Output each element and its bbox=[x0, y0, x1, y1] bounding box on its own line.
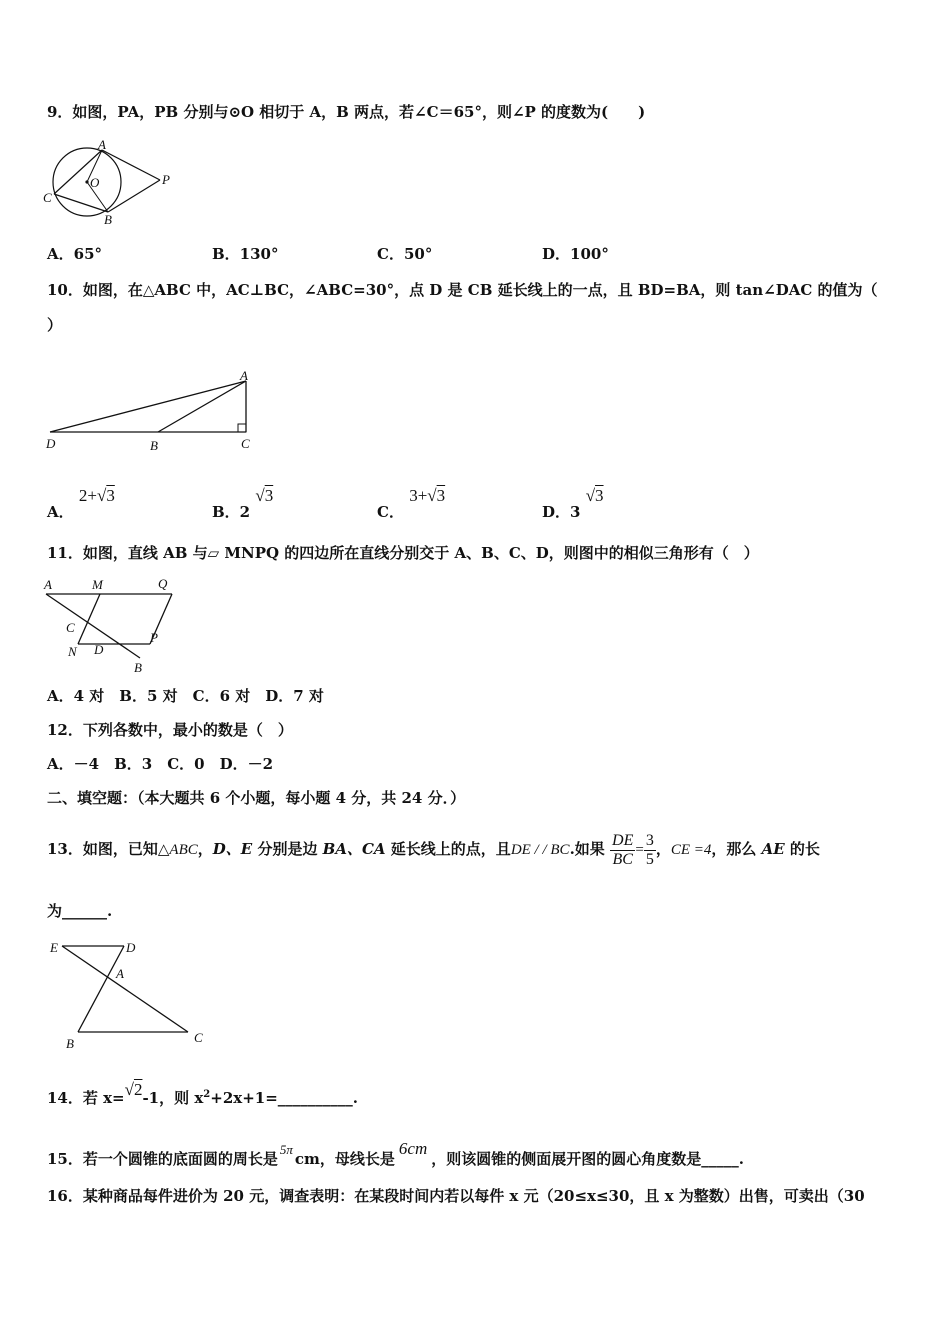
q13-de: D、E bbox=[212, 840, 253, 858]
q9-label-p: P bbox=[162, 172, 170, 187]
q10-option-a: A． 2+√3 bbox=[47, 486, 115, 521]
q13-answer-line: 为______. bbox=[47, 902, 113, 920]
q14-sup: 2 bbox=[203, 1089, 211, 1100]
q15-text bbox=[47, 1139, 744, 1169]
q13-mid3: 延长线上的点，且 bbox=[385, 840, 511, 858]
q13-parallel: DE / / BC bbox=[510, 842, 570, 858]
q9-label-c: C bbox=[43, 190, 52, 205]
q10-option-b-letter: B．2 bbox=[212, 503, 251, 521]
q13-label-e: E bbox=[50, 940, 58, 955]
q13-frac2-den: 5 bbox=[645, 850, 654, 868]
q11-label-d: D bbox=[94, 642, 104, 657]
q10-label-b: B bbox=[150, 438, 158, 453]
q10-figure bbox=[40, 366, 260, 456]
q13-mid5: ， bbox=[655, 840, 671, 858]
q9-label-b: B bbox=[104, 212, 112, 225]
q11-label-b: B bbox=[134, 660, 142, 674]
q10-text: 10．如图，在△ABC 中，AC⊥BC，∠ABC=30°，点 D 是 CB 延长线上的一点，且 BD=BA，则 tan∠DAC 的值为（ bbox=[47, 281, 878, 299]
q15-suffix: ，则该圆锥的侧面展开图的圆心角度数是_____. bbox=[431, 1150, 744, 1168]
q14-rad: 2 bbox=[133, 1080, 143, 1099]
q13-frac2-num: 3 bbox=[645, 831, 654, 849]
q13-text bbox=[47, 814, 820, 884]
q15-mid1: cm，母线长是 bbox=[294, 1150, 395, 1168]
q13-prefix: 13．如图，已知 bbox=[47, 840, 158, 858]
q10-option-d-rad: 3 bbox=[595, 486, 604, 505]
q13-mid6: ，那么 bbox=[711, 840, 762, 858]
q9-label-o: O bbox=[90, 175, 100, 190]
q13-label-c: C bbox=[194, 1030, 203, 1045]
q13-ba: BA、CA bbox=[322, 840, 386, 858]
q14-text: 14．若 x=√2-1，则 $x^2+2x+1=\_\_\_\_\_\_\_\_\_\_$. bbox=[47, 1080, 358, 1107]
q13-eq: = bbox=[635, 842, 644, 858]
q14-prefix: 14．若 x= bbox=[47, 1089, 125, 1107]
q9-option-d: D．100° bbox=[542, 245, 609, 263]
q10-option-b: B．2 √3 bbox=[212, 486, 274, 521]
q10-option-b-rad: 3 bbox=[264, 486, 274, 505]
q12-options: A．－4 B．3 C．0 D．－2 bbox=[47, 755, 274, 773]
q11-label-a: A bbox=[44, 577, 52, 592]
section-2-heading: 二、填空题：（本大题共 6 个小题，每小题 4 分，共 24 分．） bbox=[47, 789, 466, 807]
q9-text: 9．如图，PA，PB 分别与⊙O 相切于 A，B 两点，若∠C＝65°，则∠P 的度数为( ) bbox=[47, 103, 646, 121]
q13-label-b: B bbox=[66, 1036, 74, 1051]
q9-label-a: A bbox=[98, 140, 106, 152]
q10-label-c: C bbox=[241, 436, 250, 451]
q9-figure bbox=[40, 140, 180, 225]
q10-option-a-letter: A． bbox=[47, 503, 74, 521]
q10-label-a: A bbox=[240, 368, 248, 383]
q14-mid: -1，则 x bbox=[142, 1089, 204, 1107]
q10-option-c: C． 3+√3 bbox=[377, 486, 446, 521]
q12-text: 12．下列各数中，最小的数是（ ） bbox=[47, 721, 293, 739]
q13-suffix: 的长 bbox=[784, 840, 820, 858]
q11-label-c: C bbox=[66, 620, 75, 635]
q10-option-c-rad: 3 bbox=[436, 486, 446, 505]
q10-label-d: D bbox=[46, 436, 56, 451]
q13-ce: CE =4 bbox=[670, 842, 712, 858]
q10-option-c-letter: C． bbox=[377, 503, 404, 521]
q13-ae: AE bbox=[761, 840, 785, 858]
q11-label-q: Q bbox=[158, 576, 168, 591]
q10-option-d-letter: D．3 bbox=[542, 503, 581, 521]
q11-options: A．4 对 B．5 对 C．6 对 D．7 对 bbox=[47, 687, 324, 705]
q13-mid4: .如果 bbox=[569, 840, 605, 858]
q10-option-c-pre: 3+ bbox=[409, 486, 428, 505]
q9-option-a: A．65° bbox=[47, 245, 103, 263]
q13-frac1-den: BC bbox=[612, 850, 633, 868]
q14-suffix: +2x+1=__________. bbox=[210, 1089, 358, 1107]
q13-label-a: A bbox=[116, 966, 124, 981]
q10-option-d: D．3 √3 bbox=[542, 486, 604, 521]
q15-circumference: 5π bbox=[279, 1142, 293, 1157]
q11-label-p: P bbox=[150, 630, 158, 645]
q9-option-c: C．50° bbox=[377, 245, 433, 263]
q13-label-d: D bbox=[126, 940, 136, 955]
q13-mid1: ， bbox=[197, 840, 213, 858]
q10-option-a-rad: 3 bbox=[106, 486, 115, 505]
q13-triangle: △ABC bbox=[157, 842, 198, 858]
q11-label-n: N bbox=[68, 644, 77, 659]
q15-slant-height: 6cm bbox=[398, 1139, 428, 1158]
q11-figure bbox=[40, 574, 180, 674]
q10-text-close: ） bbox=[47, 316, 63, 334]
q11-label-m: M bbox=[92, 577, 103, 592]
q10-option-a-pre: 2+ bbox=[78, 486, 97, 505]
q13-figure bbox=[44, 936, 214, 1052]
q15-prefix: 15．若一个圆锥的底面圆的周长是 bbox=[47, 1150, 278, 1168]
q9-option-b: B．130° bbox=[212, 245, 279, 263]
q13-frac1-num: DE bbox=[612, 831, 634, 849]
q13-mid2: 分别是边 bbox=[252, 840, 323, 858]
q11-text: 11．如图，直线 AB 与▱ MNPQ 的四边所在直线分别交于 A、B、C、D，则图中的相似三角形有（ ） bbox=[47, 544, 759, 562]
q16-text: 16．某种商品每件进价为 20 元，调查表明：在某段时间内若以每件 x 元（20≤x≤30，且 x 为整数）出售，可卖出（30 bbox=[47, 1187, 865, 1205]
